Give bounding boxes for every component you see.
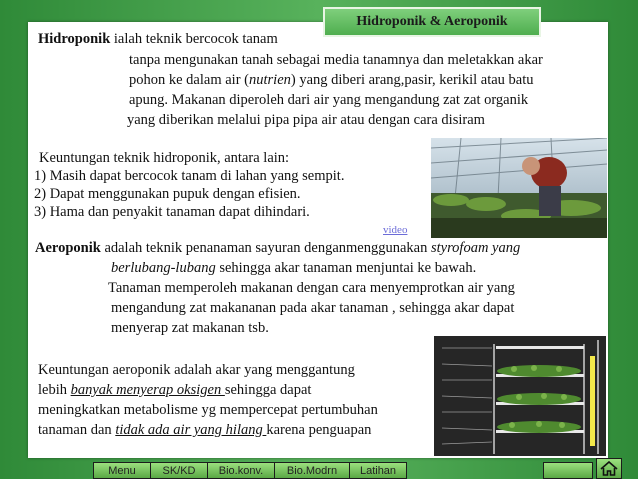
keuntungan-hidroponik-item-1: 1) Masih dapat bercocok tanam di lahan yang sempit. — [34, 168, 345, 184]
nav-bio-konv-button[interactable]: Bio.konv. — [207, 462, 275, 479]
nav-menu-button[interactable]: Menu — [93, 462, 151, 479]
hidroponik-line-4: apung. Makanan diperoleh dari air yang mengandung zat zat organik — [129, 92, 529, 108]
nav-bio-modrn-button[interactable]: Bio.Modrn — [274, 462, 350, 479]
slide-title: Hidroponik & Aeroponik — [323, 7, 541, 37]
hidroponik-line-5: yang diberikan melalui pipa pipa air atau dengan cara disiram — [127, 112, 485, 128]
hidroponik-text-3c: ) yang diberi arang,pasir, kerikil atau batu — [290, 72, 534, 88]
aeroponik-line-4: mengandung zat makananan pada akar tanaman , sehingga akar dapat — [111, 300, 515, 316]
aeroponik-text-1a: adalah teknik penanaman sayuran denganmenggunakan — [100, 240, 431, 256]
nav-latihan-button[interactable]: Latihan — [349, 462, 407, 479]
aeroponik-text-2b: sehingga akar tanaman menjuntai ke bawah. — [215, 260, 477, 276]
home-button[interactable] — [596, 458, 622, 479]
video-link[interactable]: video — [383, 224, 408, 236]
keuntungan-aeroponik-line-3: meningkatkan metabolisme yg mempercepat pertumbuhan — [38, 402, 378, 418]
hidroponik-line-3 — [129, 70, 534, 90]
nav-blank-button[interactable] — [543, 462, 593, 479]
aeroponic-rack-photo — [434, 336, 606, 456]
keuntungan-text-2a: lebih — [38, 382, 71, 398]
nutrien-term: nutrien — [249, 72, 291, 88]
keuntungan-hidroponik-heading: Keuntungan teknik hidroponik, antara lain: — [39, 150, 290, 166]
keuntungan-text-2c: sehingga dapat — [224, 382, 312, 398]
keuntungan-text-4a: tanaman dan — [38, 422, 116, 438]
hidroponik-line-2: tanpa mengunakan tanah sebagai media tanamnya dan meletakkan akar — [129, 52, 543, 68]
bottom-nav — [93, 462, 406, 479]
oksigen-phrase: banyak menyerap oksigen — [70, 382, 225, 398]
aeroponik-line-5: menyerap zat makanan tsb. — [111, 320, 269, 336]
aeroponik-line-2 — [111, 258, 476, 278]
hidroponik-text-3a: pohon ke dalam air ( — [129, 72, 249, 88]
home-icon — [600, 461, 618, 476]
styrofoam-term: styrofoam yang — [430, 240, 521, 256]
hidroponik-term: Hidroponik — [38, 31, 111, 47]
aeroponik-line-1 — [35, 238, 520, 258]
aeroponik-term: Aeroponik — [35, 240, 101, 256]
keuntungan-aeroponik-line-1: Keuntungan aeroponik adalah akar yang menggantung — [38, 362, 355, 378]
keuntungan-aeroponik-line-4 — [38, 420, 371, 440]
hilang-phrase: tidak ada air yang hilang — [115, 422, 267, 438]
hidroponik-line-1 — [38, 29, 278, 49]
keuntungan-aeroponik-line-2 — [38, 380, 311, 400]
greenhouse-illustration — [431, 138, 607, 238]
keuntungan-text-4c: karena penguapan — [266, 422, 372, 438]
keuntungan-hidroponik-item-2: 2) Dapat menggunakan pupuk dengan efisien. — [34, 186, 301, 202]
hydroponic-greenhouse-photo — [431, 138, 607, 238]
aeroponik-line-3: Tanaman memperoleh makanan dengan cara menyemprotkan air yang — [108, 280, 515, 296]
keuntungan-hidroponik-item-3: 3) Hama dan penyakit tanaman dapat dihindari. — [34, 204, 310, 220]
berlubang-term: berlubang-lubang — [111, 260, 216, 276]
hidroponik-text-1: ialah teknik bercocok tanam — [110, 31, 278, 47]
aeroponic-rack-illustration — [434, 336, 606, 456]
nav-skkd-button[interactable]: SK/KD — [150, 462, 208, 479]
